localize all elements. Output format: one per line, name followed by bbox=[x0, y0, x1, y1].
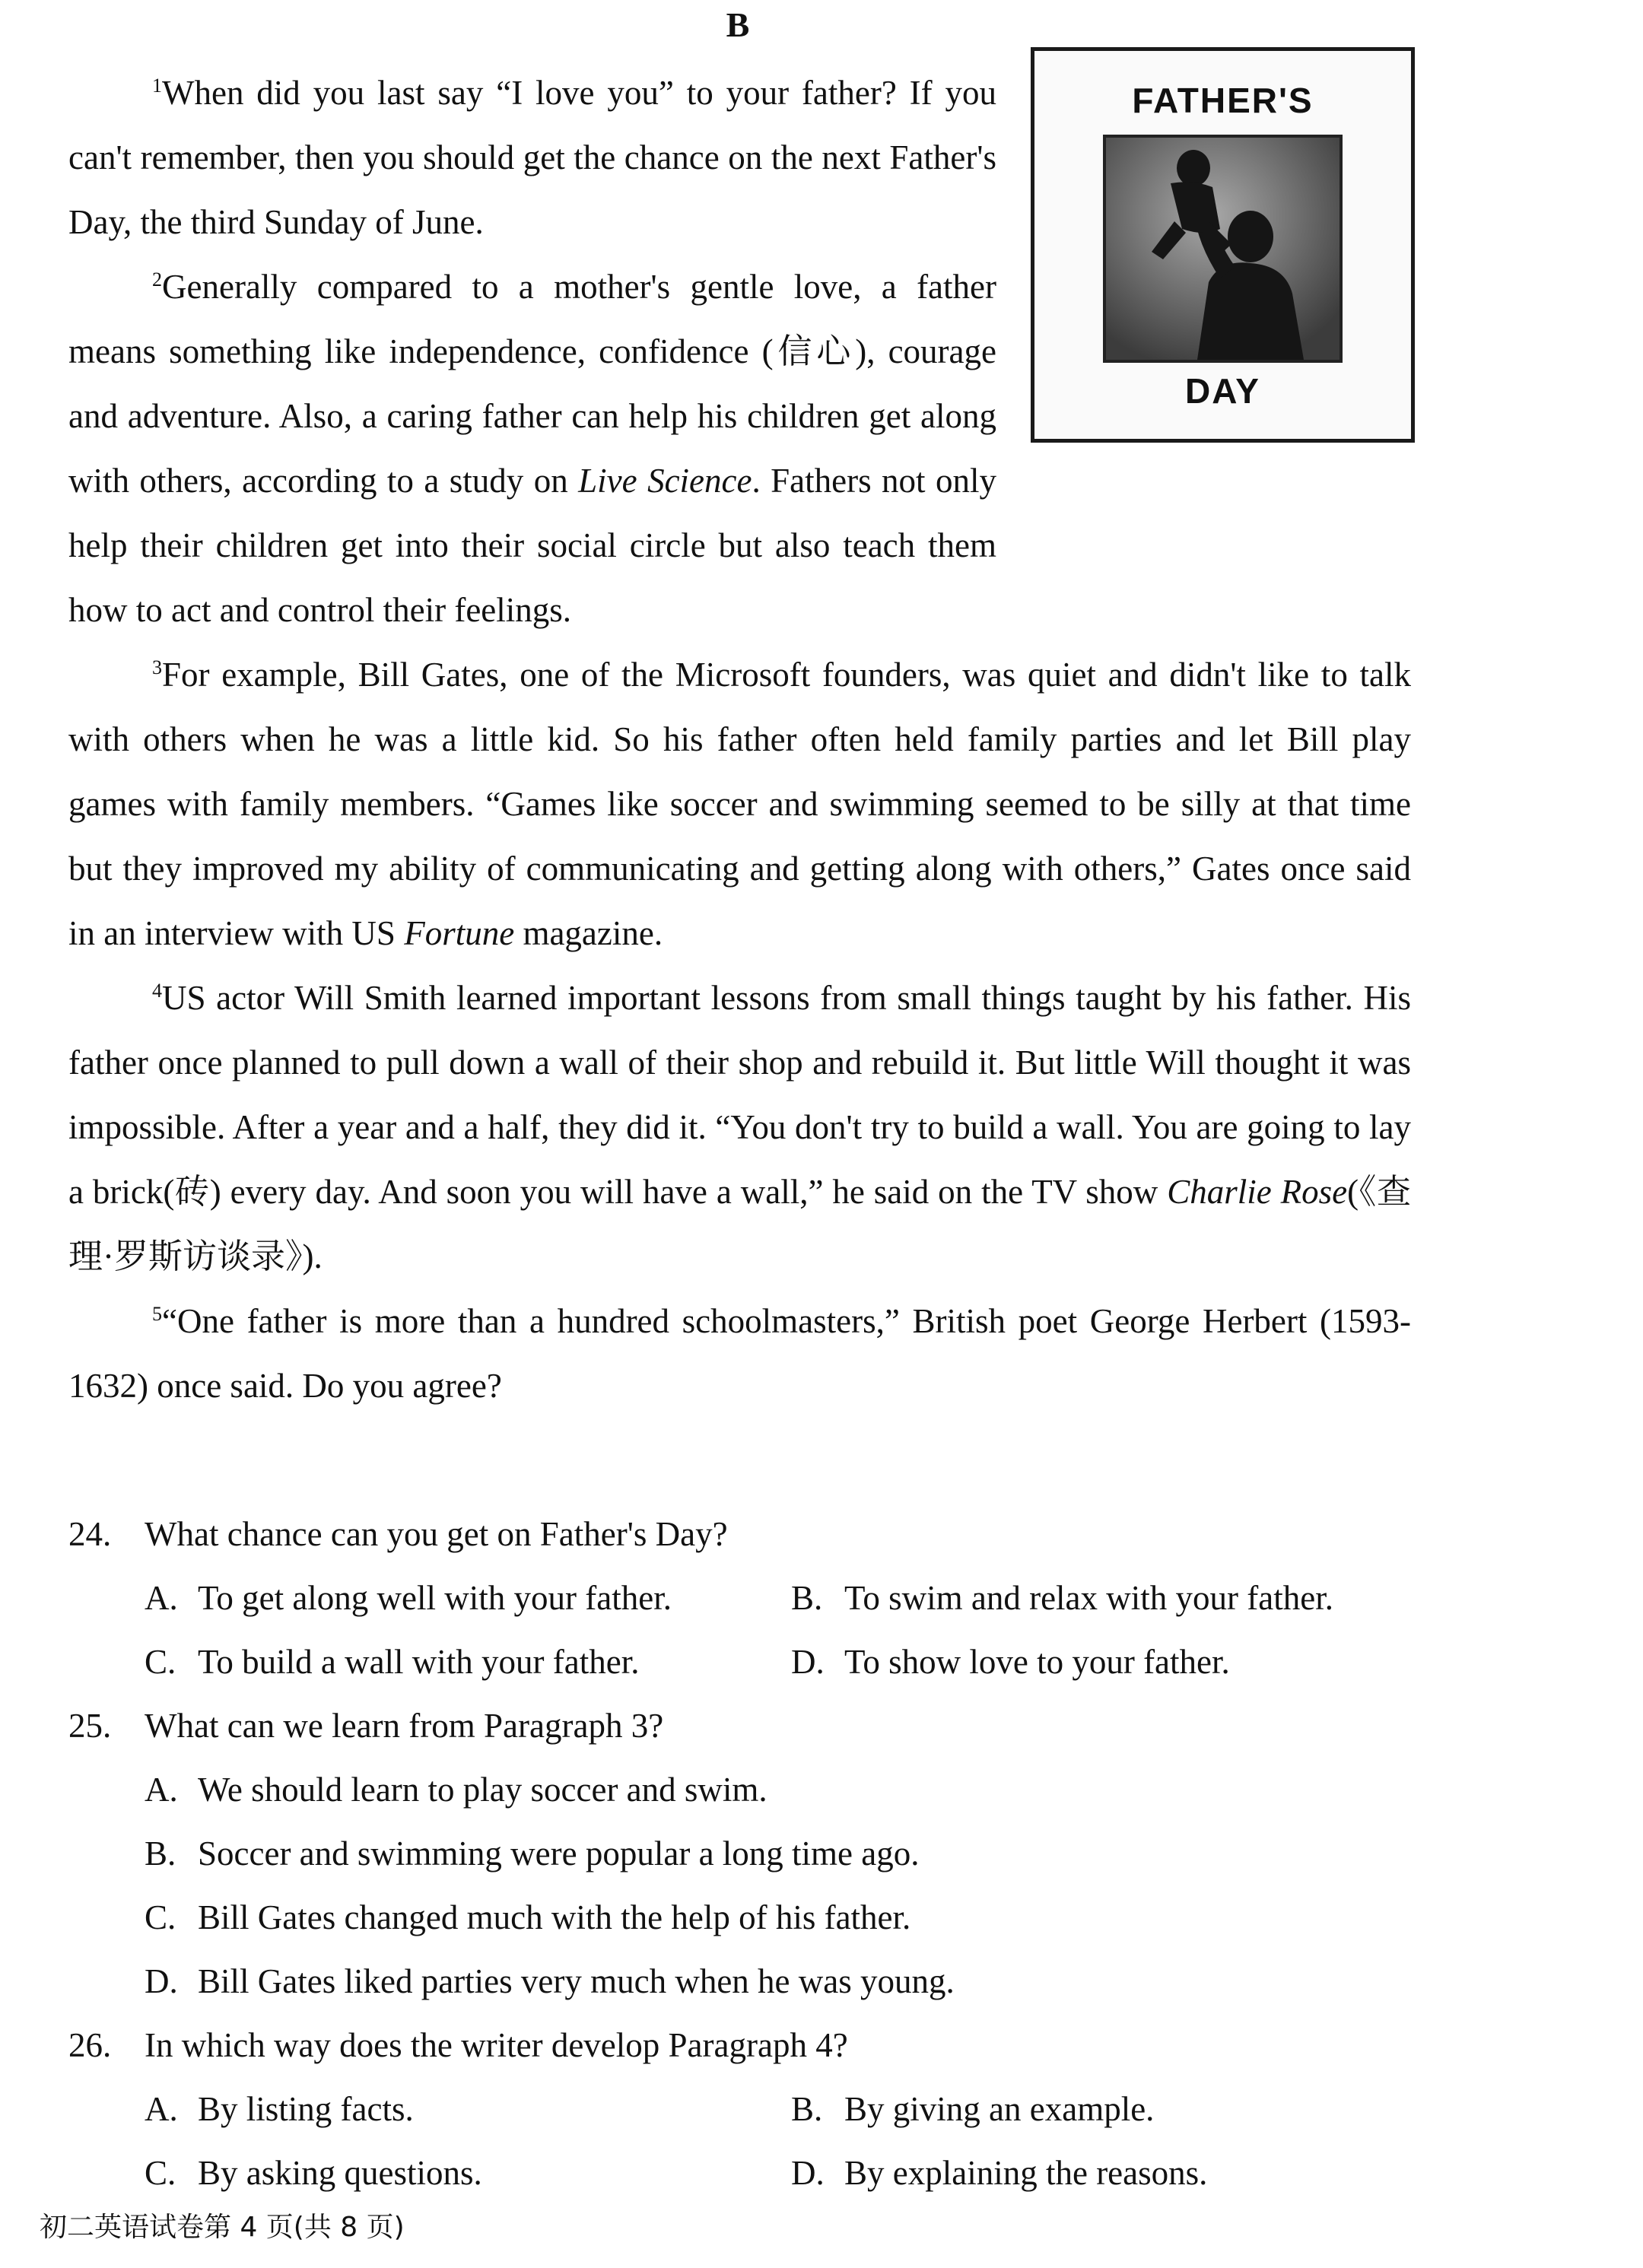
paragraph-2: $^2$Generally compared to a mother's gentle love, a father means something like independence, confidence (信心), courage and adventure. Also, a caring father can help his children get along with others, according to a study on Live Science. Fathers not only help their children get into their social circle but also teach them how to act and control their feelings. bbox=[68, 268, 996, 629]
option-a[interactable]: A. By listing facts. bbox=[145, 2090, 414, 2128]
question-stem: In which way does the writer develop Paragraph 4? bbox=[145, 2026, 848, 2064]
option-a[interactable]: A. To get along well with your father. bbox=[145, 1579, 672, 1617]
paragraph-5: $^5$“One father is more than a hundred schoolmasters,” British poet George Herbert (1593-1632) once said. Do you agree? bbox=[68, 1302, 1411, 1405]
option-c[interactable]: C. By asking questions. bbox=[145, 2154, 482, 2192]
option-d[interactable]: D. Bill Gates liked parties very much when he was young. bbox=[145, 1962, 955, 2000]
option-a[interactable]: A. We should learn to play soccer and swim. bbox=[145, 1771, 767, 1809]
paragraph-3: $^3$For example, Bill Gates, one of the Microsoft founders, was quiet and didn't like to talk with others when he was a little kid. So his father often held family parties and let Bill play games with family members. “Games like soccer and swimming seemed to be silly at that time but they improved my ability of communicating and getting along with others,” Gates once said in an interview with US Fortune magazine. bbox=[68, 656, 1411, 952]
question-26 bbox=[68, 2013, 1422, 2205]
option-b[interactable]: B. By giving an example. bbox=[791, 2090, 1155, 2128]
option-c[interactable]: C. Bill Gates changed much with the help of his father. bbox=[145, 1898, 911, 1936]
option-b[interactable]: B. To swim and relax with your father. bbox=[791, 1579, 1333, 1617]
question-list bbox=[68, 1502, 1422, 2205]
section-label: B bbox=[726, 5, 750, 44]
option-c[interactable]: C. To build a wall with your father. bbox=[145, 1643, 640, 1681]
question-number: 24. bbox=[68, 1515, 112, 1553]
option-b[interactable]: B. Soccer and swimming were popular a long time ago. bbox=[145, 1834, 920, 1873]
question-number: 26. bbox=[68, 2026, 112, 2064]
figure-title-bottom: DAY bbox=[1185, 371, 1260, 411]
question-stem: What chance can you get on Father's Day? bbox=[145, 1515, 728, 1553]
option-d[interactable]: D. To show love to your father. bbox=[791, 1643, 1230, 1681]
question-number: 25. bbox=[68, 1707, 112, 1745]
question-stem: What can we learn from Paragraph 3? bbox=[145, 1707, 664, 1745]
figure-title-top: FATHER'S bbox=[1132, 81, 1314, 120]
option-d[interactable]: D. By explaining the reasons. bbox=[791, 2154, 1208, 2192]
question-25 bbox=[68, 1694, 1422, 2013]
reading-passage bbox=[68, 61, 1411, 643]
question-24 bbox=[68, 1502, 1422, 1694]
paragraph-1: $^1$When did you last say “I love you” to your father? If you can't remember, then you should get the chance on the next Father's Day, the third Sunday of June. bbox=[68, 74, 996, 241]
paragraph-4: $^4$US actor Will Smith learned important lessons from small things taught by his father. His father once planned to pull down a wall of their shop and rebuild it. But little Will thought it was impossible. After a year and a half, they did it. “You don't try to build a wall. You are going to lay a brick(砖) every day. And soon you will have a wall,” he said on the TV show Charlie Rose(《查理·罗斯访谈录》). bbox=[68, 979, 1411, 1275]
reading-passage-cont bbox=[68, 643, 1411, 1418]
page-footer: 初二英语试卷第 4 页(共 8 页) bbox=[40, 2212, 405, 2243]
